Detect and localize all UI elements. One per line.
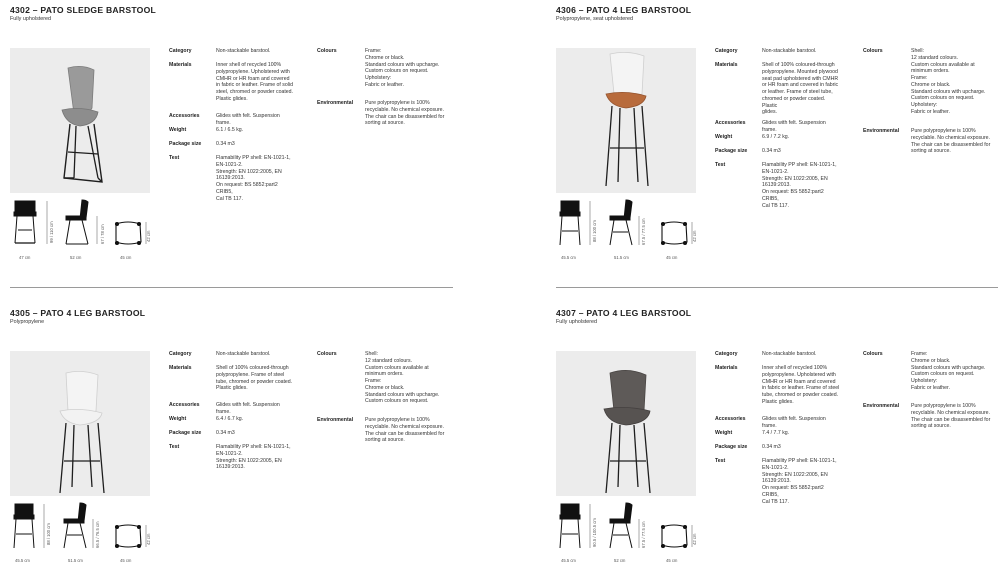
side-view-drawing [610, 503, 632, 548]
spec-label: Colours [317, 351, 337, 357]
spec-row [169, 141, 295, 155]
spec-row [715, 430, 841, 444]
front-width-label: 45.5 cm [15, 558, 30, 563]
product-title: 4305 – PATO 4 LEG BARSTOOL [10, 308, 146, 318]
top-width-label: 45 cm [120, 255, 132, 260]
spec-table [715, 351, 841, 505]
spec-value: 0.34 m3 [762, 148, 781, 154]
height-dimension-lines [47, 201, 97, 244]
spec-value: Non-stackable barstool. [762, 48, 817, 54]
spec-label: Colours [863, 351, 883, 357]
spec-value: 0.34 m3 [216, 141, 235, 147]
spec-row [863, 403, 1000, 430]
spec-value: 0.34 m3 [216, 430, 235, 436]
spec-label: Environmental [317, 417, 354, 423]
product-subtitle: Polypropylene, seat upholstered [556, 16, 634, 22]
spec-row [863, 128, 1000, 155]
spec-label: Accessories [715, 416, 746, 422]
side-depth-label: 51.5 cm [614, 255, 629, 260]
spec-table-secondary [863, 351, 1000, 430]
spec-label: Package size [169, 141, 202, 147]
side-depth-label: 52 cm [70, 255, 82, 260]
product-subtitle: Fully upholstered [10, 16, 52, 22]
spec-value: Frame: Chrome or black. Standard colours with upcharge. Custom colours on request. Upholstery: Fabric or leather. [365, 48, 440, 88]
spec-row [863, 351, 1000, 403]
height-label: 90.5 / 100.5 cm [592, 518, 597, 547]
front-view-drawing [560, 201, 580, 245]
spec-value: Flamability PP shell: EN-1021-1, EN-1021-2. Strength: EN 1022:2005, EN 16139:2013. On request: BS 5852:part2 CRIB5, Cal TB 117. [762, 162, 837, 209]
spec-table-secondary [863, 48, 1000, 155]
spec-value: Non-stackable barstool. [216, 351, 271, 357]
spec-row [715, 162, 841, 209]
spec-table [169, 48, 295, 202]
spec-row [317, 100, 467, 127]
spec-row [169, 365, 295, 402]
spec-label: Materials [169, 62, 192, 68]
spec-row [169, 444, 295, 471]
spec-label: Weight [169, 416, 187, 422]
spec-value: Shell: 12 standard colours. Custom colours available at minimum orders. Frame: Chrome or black. Standard colours with upcharge. Custom colours on request. Upholstery: Fabric or leather. [911, 48, 986, 115]
seat-height-label: 67.5 / 77.5 cm [641, 218, 646, 245]
top-depth-label: 42 cm [692, 533, 697, 545]
spec-label: Test [169, 155, 180, 161]
side-view-drawing [610, 200, 632, 245]
spec-label: Environmental [863, 128, 900, 134]
top-depth-label: 42 cm [146, 533, 151, 545]
spec-label: Weight [169, 127, 187, 133]
spec-value: 0.34 m3 [762, 444, 781, 450]
spec-value: 6.4 / 6.7 kg. [216, 416, 244, 422]
top-width-label: 45 cm [120, 558, 132, 563]
spec-label: Colours [317, 48, 337, 54]
spec-row [169, 351, 295, 365]
spec-value: Pure polypropylene is 100% recyclable. No chemical exposure. The chair can be disassembled for sorting at source. [911, 128, 991, 155]
spec-row [863, 48, 1000, 128]
dimension-drawings [556, 198, 706, 264]
spec-value: Glides with felt. Suspension frame. [216, 402, 280, 415]
spec-label: Accessories [169, 113, 200, 119]
spec-label: Materials [715, 365, 738, 371]
spec-label: Materials [715, 62, 738, 68]
spec-label: Category [169, 351, 192, 357]
product-photo [10, 48, 150, 193]
product-block-4302 [10, 0, 490, 282]
spec-label: Environmental [317, 100, 354, 106]
spec-row [169, 416, 295, 430]
top-depth-label: 42 cm [692, 230, 697, 242]
spec-label: Accessories [169, 402, 200, 408]
spec-row [317, 351, 467, 417]
spec-value: Inner shell of recycled 100% polypropylene. Upholstered with CMHR or HR foam and covered in fabric or leather. Frame of solid steel, chromed or powder coated. Plastic glides. [216, 62, 293, 102]
spec-row [715, 134, 841, 148]
seat-height-label: 67.5 / 77.5 cm [641, 521, 646, 548]
spec-value: 6.9 / 7.2 kg. [762, 134, 790, 140]
spec-value: Flamability PP shell: EN-1021-1, EN-1021-2. Strength: EN 1022:2005, EN 16139:2013. On request: BS 5852:part2 CRIB5, Cal TB 117. [762, 458, 837, 505]
spec-row [715, 351, 841, 365]
front-width-label: 47 cm [19, 255, 31, 260]
spec-value: Shell of 100% coloured-through polypropylene. Mounted plywood seat pad upholstered with CMHR or HR foam and covered in fabric or leather. Frame of steel tube, chromed or powder coated. Plastic glides. [762, 62, 839, 116]
spec-label: Category [169, 48, 192, 54]
spec-table-secondary [317, 48, 467, 127]
upholstered-four-leg-barstool-image [556, 351, 696, 496]
spec-label: Test [715, 458, 726, 464]
front-width-label: 45.5 cm [561, 255, 576, 260]
front-view-drawing [14, 201, 36, 243]
sledge-barstool-image [10, 48, 150, 193]
product-subtitle: Polypropylene [10, 319, 45, 325]
front-view-drawing [560, 504, 580, 548]
spec-value: 7.4 / 7.7 kg. [762, 430, 790, 436]
spec-row [715, 444, 841, 458]
side-view-drawing [66, 200, 88, 244]
spec-value: Flamability PP shell: EN-1021-1, EN-1021-2. Strength: EN 1022:2005, EN 16139:2013. On request: BS 5852:part2 CRIB5, Cal TB 117. [216, 155, 291, 202]
spec-row [169, 48, 295, 62]
four-leg-barstool-image [10, 351, 150, 496]
top-view-drawing [662, 222, 688, 245]
spec-label: Package size [715, 148, 748, 154]
spec-row [715, 148, 841, 162]
spec-label: Test [169, 444, 180, 450]
spec-row [317, 48, 467, 100]
side-depth-label: 51.5 cm [68, 558, 83, 563]
spec-value: 6.1 / 6.5 kg. [216, 127, 244, 133]
spec-row [715, 120, 841, 134]
height-label: 99 / 110 cm [49, 221, 54, 243]
spec-row [715, 48, 841, 62]
spec-table [169, 351, 295, 471]
spec-row [169, 113, 295, 127]
product-title: 4306 – PATO 4 LEG BARSTOOL [556, 5, 692, 15]
product-title: 4307 – PATO 4 LEG BARSTOOL [556, 308, 692, 318]
spec-value: Shell of 100% coloured-through polypropylene. Frame of steel tube, chromed or powder coated. Plastic glides. [216, 365, 293, 392]
top-view-drawing [662, 525, 688, 548]
spec-label: Environmental [863, 403, 900, 409]
spec-label: Weight [715, 134, 733, 140]
spec-value: Non-stackable barstool. [216, 48, 271, 54]
dimension-drawings [10, 501, 160, 567]
spec-value: Pure polypropylene is 100% recyclable. No chemical exposure. The chair can be disassembled for sorting at source. [365, 100, 445, 127]
side-view-drawing [64, 503, 86, 548]
spec-row [715, 458, 841, 505]
height-label: 88 / 100 cm [46, 523, 51, 545]
dimension-drawings [10, 198, 160, 264]
spec-label: Category [715, 48, 738, 54]
product-photo [10, 351, 150, 496]
spec-row [715, 416, 841, 430]
spec-value: Frame: Chrome or black. Standard colours with upcharge. Custom colours on request. Upholstery: Fabric or leather. [911, 351, 986, 391]
spec-row [715, 365, 841, 416]
top-depth-label: 42 cm [146, 230, 151, 242]
top-view-drawing [116, 222, 142, 245]
product-block-4306 [556, 0, 1000, 282]
spec-label: Test [715, 162, 726, 168]
spec-row [169, 155, 295, 202]
height-label: 88 / 100 cm [592, 220, 597, 242]
spec-row [169, 127, 295, 141]
spec-label: Accessories [715, 120, 746, 126]
product-block-4305 [10, 303, 490, 575]
spec-value: Pure polypropylene is 100% recyclable. No chemical exposure. The chair can be disassembled for sorting at source. [911, 403, 991, 430]
front-view-drawing [14, 504, 34, 548]
spec-value: Glides with felt. Suspension frame. [216, 113, 280, 126]
spec-row [317, 417, 467, 444]
dimension-drawings [556, 501, 706, 567]
spec-value: Flamability PP shell: EN-1021-1, EN-1021-2. Strength: EN 1022:2005, EN 16139:2013. [216, 444, 291, 471]
spec-value: Glides with felt. Suspension frame. [762, 120, 826, 133]
front-width-label: 45.5 cm [561, 558, 576, 563]
spec-row [169, 402, 295, 416]
spec-label: Package size [715, 444, 748, 450]
seat-height-label: 67 / 78 cm [100, 224, 105, 244]
spec-label: Materials [169, 365, 192, 371]
top-width-label: 45 cm [666, 558, 678, 563]
product-title: 4302 – PATO SLEDGE BARSTOOL [10, 5, 157, 15]
spec-value: Non-stackable barstool. [762, 351, 817, 357]
spec-label: Colours [863, 48, 883, 54]
spec-label: Package size [169, 430, 202, 436]
spec-value: Pure polypropylene is 100% recyclable. No chemical exposure. The chair can be disassembled for sorting at source. [365, 417, 445, 444]
spec-table [715, 48, 841, 209]
side-depth-label: 52 cm [614, 558, 626, 563]
spec-row [169, 430, 295, 444]
product-photo [556, 351, 696, 496]
spec-value: Glides with felt. Suspension frame. [762, 416, 826, 429]
four-leg-barstool-seatpad-image [556, 48, 696, 193]
spec-label: Category [715, 351, 738, 357]
spec-value: Inner shell of recycled 100% polypropylene. Upholstered with CMHR or HR foam and covered in fabric or leather. Frame of steel tube, chromed or powder coated. Plastic glides. [762, 365, 840, 405]
top-width-label: 45 cm [666, 255, 678, 260]
product-block-4307 [556, 303, 1000, 575]
spec-row [715, 62, 841, 120]
spec-table-secondary [317, 351, 467, 444]
spec-label: Weight [715, 430, 733, 436]
top-view-drawing [116, 525, 142, 548]
section-divider [10, 287, 453, 288]
product-subtitle: Fully upholstered [556, 319, 598, 325]
spec-value: Shell: 12 standard colours. Custom colours available at minimum orders. Frame: Chrome or black. Standard colours with upcharge. Custom colours on request. [365, 351, 440, 405]
seat-height-label: 66.5 / 76.5 cm [95, 521, 100, 548]
section-divider [556, 287, 998, 288]
product-photo [556, 48, 696, 193]
spec-row [169, 62, 295, 113]
